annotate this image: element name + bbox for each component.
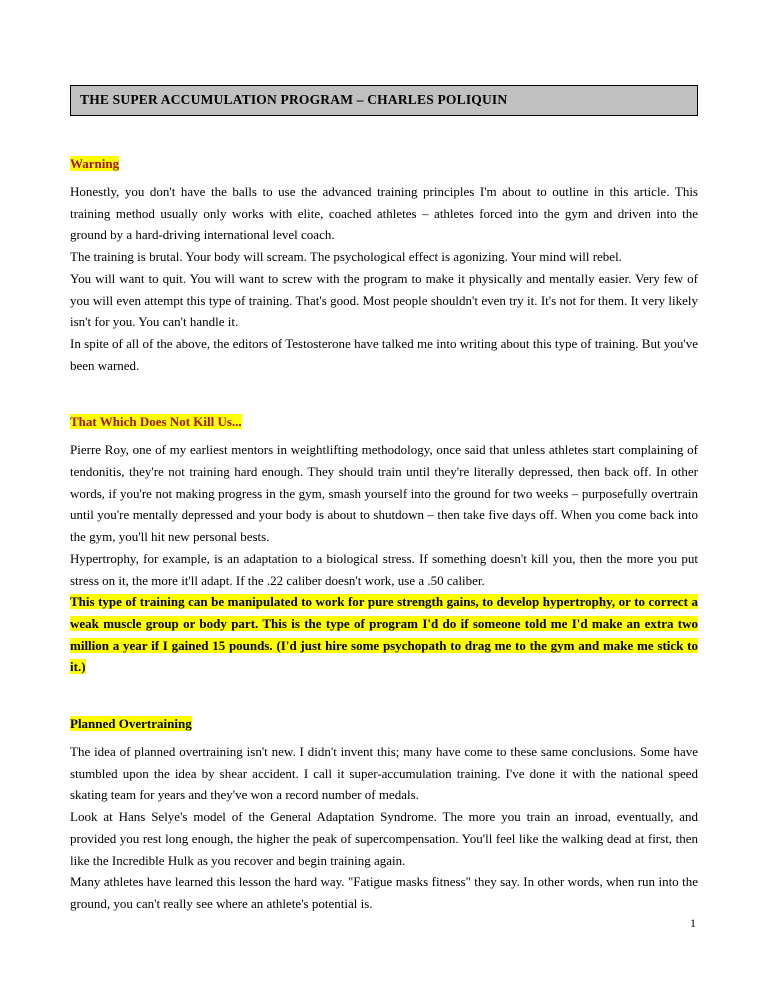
paragraph: You will want to quit. You will want to screw with the program to make it physically and mentally easier. Very few of you will even attempt this type of training. That's good. Most people shouldn't even try it. It's not for them. It very likely isn't for you. You can't handle it. — [70, 270, 698, 330]
paragraph: Look at Hans Selye's model of the General Adaptation Syndrome. The more you train an inroad, eventually, and provided you rest long enough, the higher the peak of supercompensation. You'll feel like the walking dead at first, then like the Incredible Hulk as you recover and begin training again. — [70, 809, 698, 868]
section-heading-that-which-does-not-kill-us: That Which Does Not Kill Us... — [70, 414, 242, 430]
document-title: THE SUPER ACCUMULATION PROGRAM – CHARLES POLIQUIN — [80, 92, 508, 107]
section-heading-warning: Warning — [70, 156, 120, 171]
paragraph: The training is brutal. Your body will scream. The psychological effect is agonizing. Your mind will rebel. — [70, 249, 622, 265]
section-planned-overtraining — [70, 716, 698, 915]
paragraph: Pierre Roy, one of my earliest mentors in weightlifting methodology, once said that unless athletes start complaining of tendonitis, they're not training hard enough. They should train until they're literally depressed, then back off. In other words, if you're not making progress in the gym, smash yourself into the ground for two weeks – purposefully overtrain until you're mentally depressed and your body is about to shutdown – then take five days off. When you come back into the gym, you'll hit new personal bests. — [70, 442, 698, 545]
paragraph: Honestly, you don't have the balls to use the advanced training principles I'm about to outline in this article. This training method usually only works with elite, coached athletes – athletes forced into the gym and driven into the ground by a hard-driving international level coach. — [70, 184, 698, 243]
paragraph-highlighted: This type of training can be manipulated to work for pure strength gains, to develop hypertrophy, or to correct a weak muscle group or body part. This is the type of program I'd do if someone told me I'd make an extra two million a year if I gained 15 pounds. (I'd just hire some psychopath to drag me to the gym and make me stick to it.) — [70, 594, 698, 675]
paragraph: Hypertrophy, for example, is an adaptation to a biological stress. If something doesn't kill you, then the more you put stress on it, the more it'll adapt. If the .22 caliber doesn't work, use a .50 caliber. — [70, 550, 698, 588]
section-heading-planned-overtraining: Planned Overtraining — [70, 716, 192, 732]
section-that-which-does-not-kill-us — [70, 414, 698, 678]
section-warning — [70, 156, 698, 376]
paragraph: In spite of all of the above, the editors of Testosterone have talked me into writing about this type of training. But you've been warned. — [70, 335, 698, 373]
page-number: 1 — [690, 916, 696, 930]
paragraph: The idea of planned overtraining isn't new. I didn't invent this; many have come to these same conclusions. Some have stumbled upon the idea by shear accident. I call it super-accumulation training. I've done it with the national speed skating team for years and they've won a record number of medals. — [70, 744, 698, 803]
paragraph: Many athletes have learned this lesson the hard way. "Fatigue masks fitness" they say. In other words, when run into the ground, you can't really see where an athlete's potential is. — [70, 874, 698, 911]
document-title-bar — [70, 85, 698, 116]
